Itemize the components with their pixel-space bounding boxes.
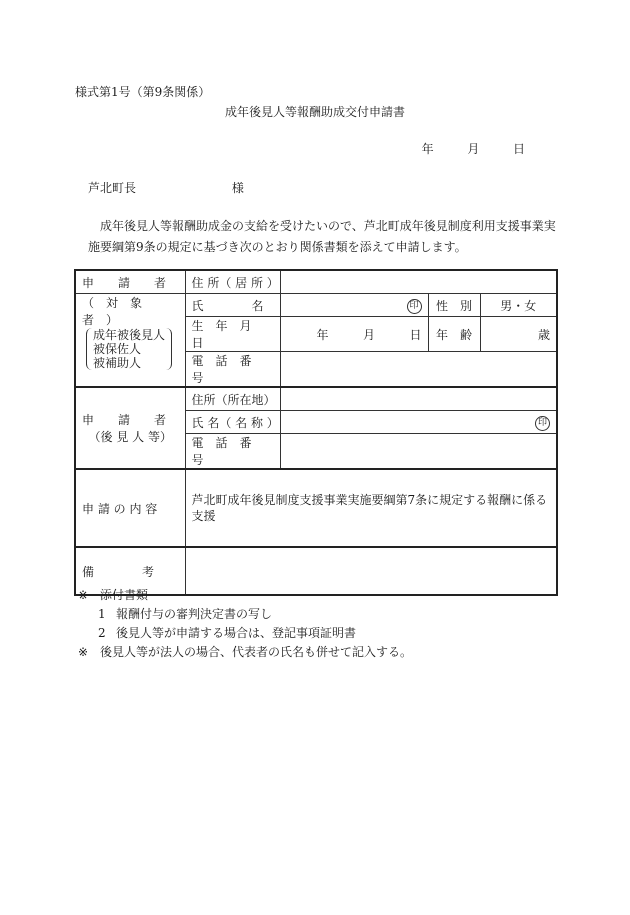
date-year-label: 年 [421,142,434,156]
guardian-phone-field[interactable] [280,434,557,470]
attachments-heading [78,586,412,605]
attachment-num: 2 [98,626,106,640]
attachment-text: 後見人等が申請する場合は、登記事項証明書 [116,626,357,640]
note-mark: ※ [78,588,89,602]
age-field[interactable] [480,317,557,352]
remarks-label: 備 考 [82,564,155,579]
subject-type-adult-ward: 成年被後見人 [93,328,166,342]
row-content [75,469,557,547]
body-text [88,216,558,258]
birth-day-label: 日 [409,327,422,342]
guardian-seal-icon: 印 [535,416,550,431]
row-name [75,294,557,317]
gender-field[interactable]: 男・女 [480,294,557,317]
org-name-label: 氏 名（ 名 称 ） [185,411,280,434]
name-field[interactable] [280,294,428,317]
age-unit: 歳 [537,327,550,342]
attachment-text: 報酬付与の審判決定書の写し [116,607,273,621]
attachment-item [78,624,412,643]
birth-year-label: 年 [316,327,329,342]
address-label: 住 所（ 居 所 ） [185,270,280,294]
guardian-label-2: （後 見 人 等） [88,430,172,444]
addressee [88,179,244,196]
date-month-label: 月 [467,142,480,156]
subject-label: （ 対 象 者 ） [82,296,155,327]
applicant-label-cell [75,270,185,294]
age-label: 年 齢 [428,317,480,352]
gender-label: 性 別 [428,294,480,317]
addressee-honorific: 様 [231,181,244,195]
seal-icon: 印 [407,299,422,314]
applicant-label: 申 請 者 [82,275,167,290]
phone-label: 電 話 番 号 [185,352,280,388]
date-day-label: 日 [512,142,525,156]
address-field[interactable] [280,270,557,294]
attachment-item [78,605,412,624]
body-paragraph: 成年後見人等報酬助成金の支給を受けたいので、芦北町成年後見制度利用支援事業実施要綱第9条の規定に基づき次のとおり関係書類を添えて申請します。 [88,219,556,254]
location-field[interactable] [280,387,557,411]
name-label: 氏 名 [185,294,280,317]
document-title: 成年後見人等報酬助成交付申請書 [224,105,405,119]
birth-month-label: 月 [362,327,375,342]
content-label: 申 請 の 内 容 [75,469,185,547]
date-line [0,140,525,157]
addressee-name: 芦北町長 [88,181,137,195]
subject-label-cell [75,294,185,388]
location-label: 住所（所在地） [185,387,280,411]
birthdate-label: 生 年 月 日 [185,317,280,352]
guardian-phone-label: 電 話 番 号 [185,434,280,470]
form-number: 様式第1号（第9条関係） [75,85,211,99]
subject-type-assistee: 被補助人 [93,356,142,370]
guardian-label-cell [75,387,185,469]
content-text: 芦北町成年後見制度支援事業実施要綱第7条に規定する報酬に係る支援 [185,469,557,547]
note-corporate-text: 後見人等が法人の場合、代表者の氏名も併せて記入する。 [100,645,413,659]
attachments-title: 添付書類 [100,588,149,602]
subject-types [86,328,172,370]
notes [78,586,412,662]
attachment-num: 1 [98,607,106,621]
org-name-field[interactable] [280,411,557,434]
application-table [74,269,558,596]
subject-type-curatee: 被保佐人 [93,342,142,356]
note-corporate [78,643,412,662]
note-mark: ※ [78,645,89,659]
row-guardian-address [75,387,557,411]
row-address [75,270,557,294]
birthdate-field[interactable] [280,317,428,352]
guardian-label-1: 申 請 者 [82,413,167,427]
phone-field[interactable] [280,352,557,388]
